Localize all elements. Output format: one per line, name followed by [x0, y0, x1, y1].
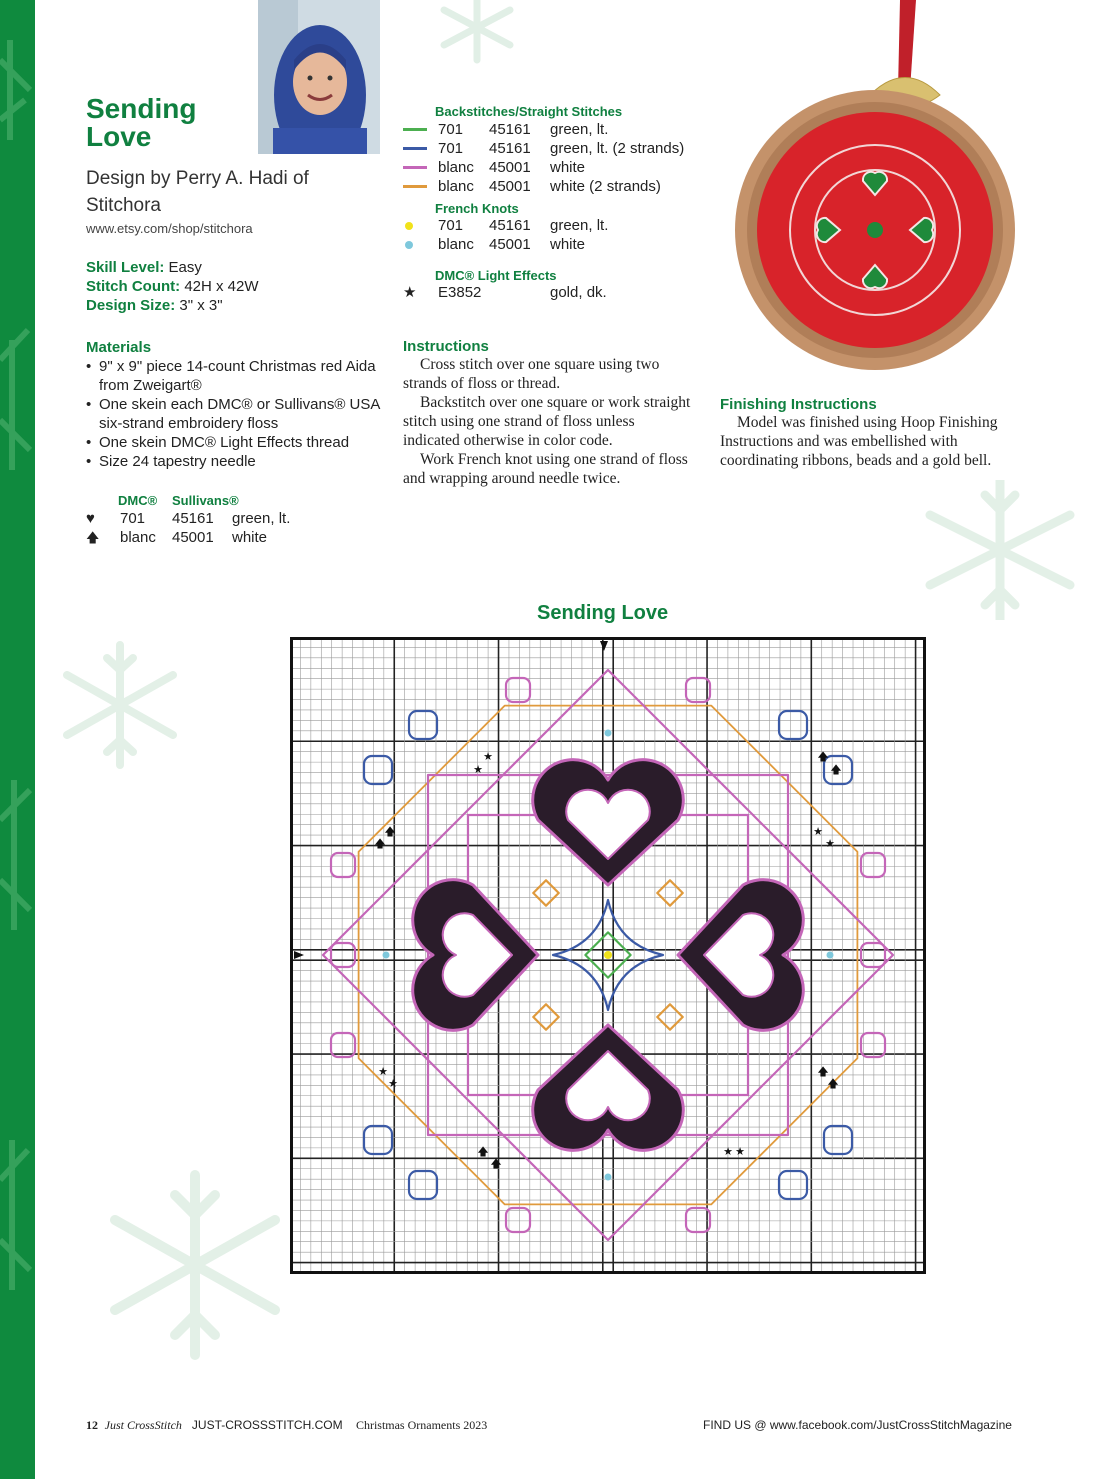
materials-heading: Materials	[86, 339, 152, 356]
key-dmc-number: 701	[120, 510, 146, 527]
arrow-up-icon: 🡅	[477, 1145, 489, 1158]
snowflake-strip-decoration	[0, 0, 35, 1479]
cross-stitch-key	[86, 491, 386, 547]
green-line-swatch	[403, 128, 427, 131]
finishing-heading: Finishing Instructions	[720, 396, 877, 413]
key-sullivans-number: 45001	[489, 178, 531, 195]
key-sullivans-number: 45001	[489, 236, 531, 253]
key-dmc-number: 701	[438, 121, 464, 138]
snowflake-decoration	[55, 640, 185, 770]
star-icon: ★	[735, 1145, 745, 1158]
backstitch-key	[403, 102, 713, 302]
french-knot-blue	[605, 1174, 612, 1181]
key-sullivans-number: 45161	[172, 510, 214, 527]
issue-name: Christmas Ornaments 2023	[355, 1418, 488, 1432]
key-dmc-number: blanc	[438, 159, 474, 176]
project-specs	[86, 258, 259, 315]
arrow-up-icon: 🡅	[86, 530, 100, 545]
key-color-name: white	[550, 159, 586, 176]
key-sullivans-number: 45161	[489, 217, 531, 234]
french-knot-yellow	[604, 951, 612, 959]
key-color-name: green, lt.	[550, 121, 609, 138]
design-size-value: 3" x 3"	[179, 297, 223, 314]
cross-stitch-chart	[290, 637, 926, 1274]
finishing-section	[720, 396, 1010, 470]
instruction-paragraph: Work French knot using one strand of floss and wrapping around needle twice.	[403, 451, 688, 487]
designer-photo	[258, 0, 380, 154]
star-icon: ★	[473, 763, 483, 776]
side-color-strip	[0, 0, 35, 1479]
footer-left	[86, 1418, 487, 1433]
footer-social[interactable]: FIND US @ www.facebook.com/JustCrossStitchMagazine	[703, 1418, 1012, 1432]
materials-section	[86, 338, 386, 471]
key-color-name: white	[550, 236, 586, 253]
magazine-name: Just CrossStitch	[104, 1418, 182, 1432]
instructions-heading: Instructions	[403, 338, 489, 355]
stitch-count-label: Stitch Count:	[86, 278, 181, 295]
finishing-text: Model was finished using Hoop Finishing Instructions and was embellished with coordinating ribbons, beads and a gold bell.	[720, 414, 998, 469]
star-icon: ★	[825, 837, 835, 850]
key-dmc-number: 701	[438, 140, 464, 157]
page-number: 12	[86, 1418, 98, 1432]
french-knots-heading: French Knots	[435, 201, 519, 216]
star-icon: ★	[813, 825, 823, 838]
materials-item: • One skein DMC® Light Effects thread	[86, 433, 386, 452]
yellow-knot-swatch	[405, 222, 413, 230]
dmc-column-header: DMC®	[118, 493, 158, 508]
key-dmc-number: blanc	[438, 236, 474, 253]
blue-knot-swatch	[405, 241, 413, 249]
arrow-up-icon: 🡅	[817, 750, 829, 763]
star-icon: ★	[388, 1077, 398, 1090]
blue-line-swatch	[403, 147, 427, 150]
key-sullivans-number: 45001	[489, 159, 531, 176]
instruction-paragraph: Backstitch over one square or work straight stitch using one strand of floss unless indicated otherwise in color code.	[403, 394, 691, 449]
light-effects-heading: DMC® Light Effects	[435, 268, 557, 283]
heart-icon: ♥	[86, 510, 95, 527]
arrow-up-icon: 🡅	[830, 763, 842, 776]
key-dmc-number: E3852	[438, 284, 482, 301]
materials-item: • One skein each DMC® or Sullivans® USA six-strand embroidery floss	[86, 395, 386, 433]
instructions-section	[403, 338, 695, 488]
star-icon: ★	[483, 750, 493, 763]
chart-title: Sending Love	[537, 602, 669, 624]
skill-value: Easy	[168, 259, 202, 276]
key-dmc-number: blanc	[120, 529, 156, 546]
instruction-paragraph: Cross stitch over one square using two strands of floss or thread.	[403, 356, 660, 392]
sullivans-column-header: Sullivans®	[172, 493, 239, 508]
pink-line-swatch	[403, 166, 427, 169]
skill-label: Skill Level:	[86, 259, 165, 276]
key-color-name: green, lt. (2 strands)	[550, 140, 685, 157]
materials-item: • 9" x 9" piece 14-count Christmas red Aida from Zweigart®	[86, 357, 386, 395]
key-sullivans-number: 45161	[489, 121, 531, 138]
orange-line-swatch	[403, 185, 427, 188]
designer-byline: Design by Perry A. Hadi of Stitchora	[86, 168, 309, 216]
key-sullivans-number: 45161	[489, 140, 531, 157]
magazine-site[interactable]: JUST-CROSSSTITCH.COM	[191, 1418, 343, 1432]
french-knot-blue	[383, 952, 390, 959]
arrow-up-icon: 🡅	[374, 837, 386, 850]
french-knot-blue	[605, 730, 612, 737]
arrow-up-icon: 🡅	[384, 825, 396, 838]
arrow-up-icon: 🡅	[490, 1157, 502, 1170]
key-dmc-number: 701	[438, 217, 464, 234]
backstitch-heading: Backstitches/Straight Stitches	[435, 104, 623, 119]
snowflake-decoration	[100, 1170, 290, 1360]
arrow-up-icon: 🡅	[827, 1077, 839, 1090]
stitch-count-value: 42H x 42W	[184, 278, 259, 295]
key-color-name: white (2 strands)	[550, 178, 661, 195]
star-icon: ★	[723, 1145, 733, 1158]
key-sullivans-number: 45001	[172, 529, 214, 546]
star-icon: ★	[403, 284, 417, 301]
snowflake-decoration	[910, 480, 1090, 620]
key-color-name: white	[232, 529, 268, 546]
ornament-photo	[730, 0, 1030, 380]
designer-url[interactable]: www.etsy.com/shop/stitchora	[86, 221, 253, 236]
materials-item: • Size 24 tapestry needle	[86, 452, 386, 471]
snowflake-decoration	[432, 0, 522, 70]
star-icon: ★	[378, 1065, 388, 1078]
key-color-name: green, lt.	[232, 510, 291, 527]
key-dmc-number: blanc	[438, 178, 474, 195]
arrow-up-icon: 🡅	[817, 1065, 829, 1078]
design-size-label: Design Size:	[86, 297, 176, 314]
french-knot-blue	[827, 952, 834, 959]
key-color-name: green, lt.	[550, 217, 609, 234]
key-color-name: gold, dk.	[550, 284, 607, 301]
page-title: Sending Love	[86, 93, 197, 152]
